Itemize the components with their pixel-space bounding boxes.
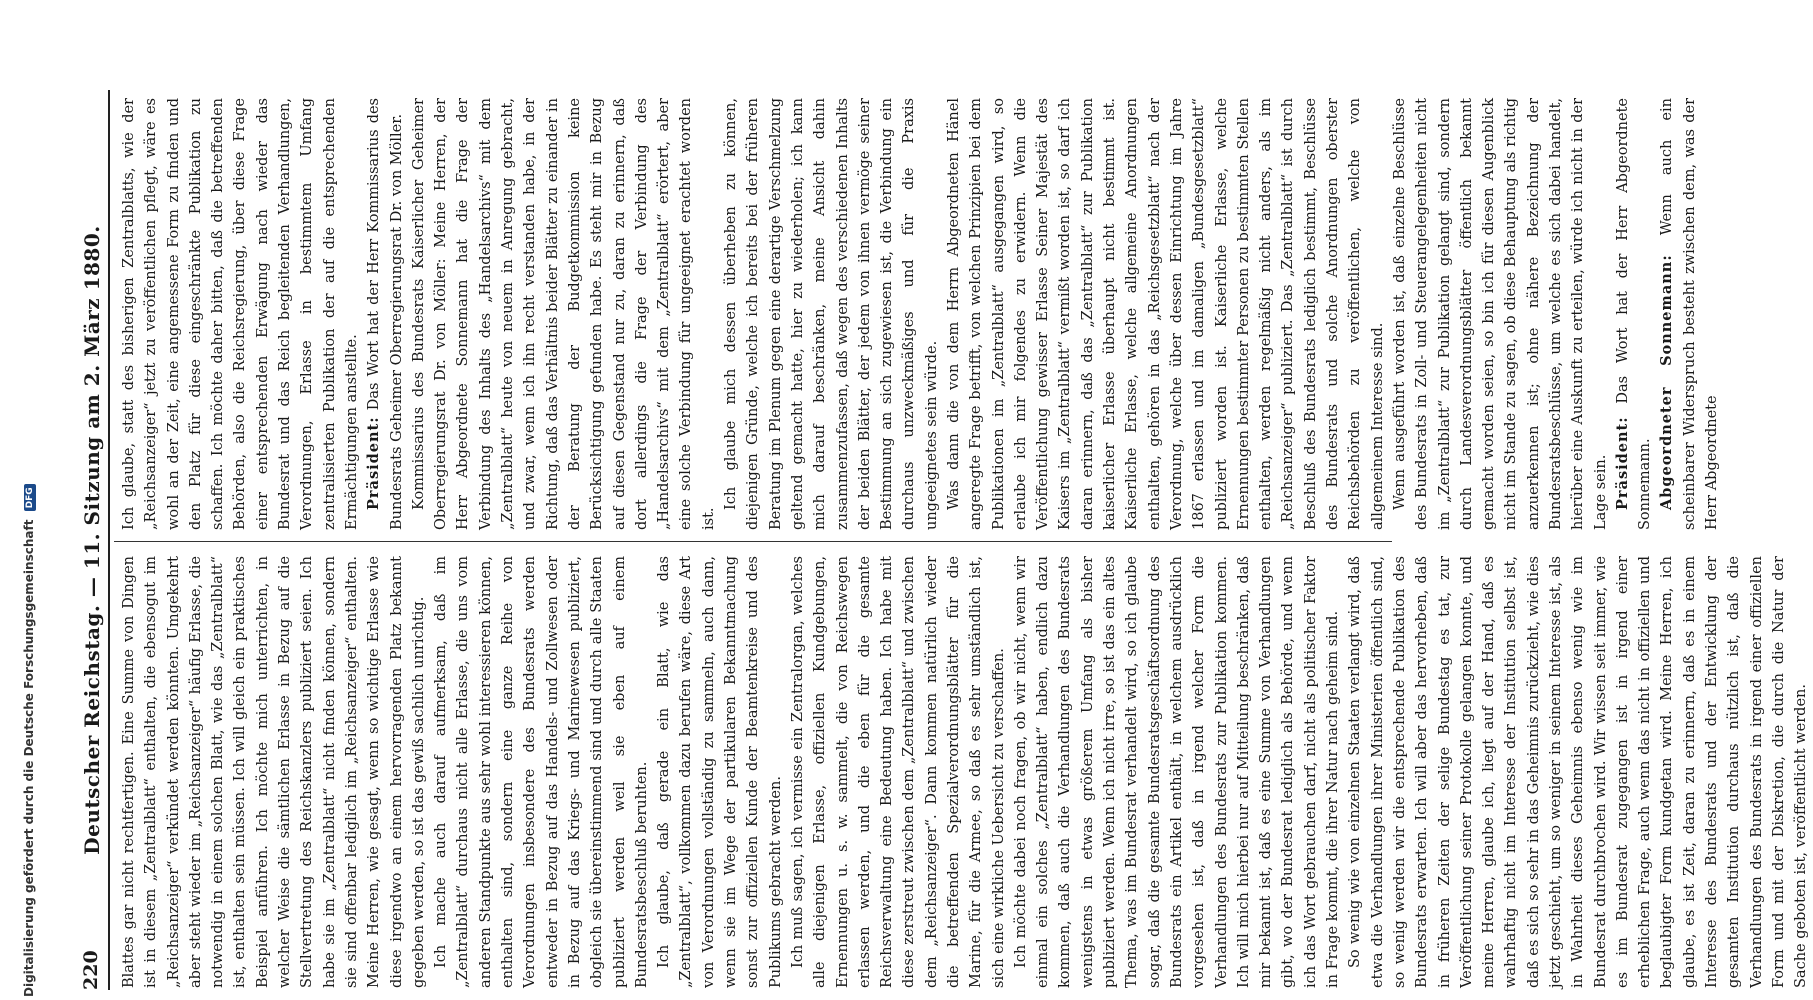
speaker-name: Präsident: — [1613, 416, 1631, 510]
paragraph: Kommissarius des Bundesrats Kaiserlicher Geheimer Oberregierungsrat Dr. von Möller: Meine Herren, der Herr Abgeordnete Sonnemann hat die Frage der Verbindung des Inhalts des „Handelsarchivs“ mit dem „Zentralblatt“ heute von neuem in Anregung gebracht, und zwar, wenn ich ihn recht verstanden habe, in der Richtung, daß das Verhältnis beider Blätter zu einander in der Beratung der Budgetkommission keine Berücksichtigung gefunden habe. Es steht mir in Bezug auf diesen Gegenstand nur zu, daran zu erinnern, daß dort allerdings die Frage der Verbindung des „Handelsarchivs“ mit dem „Zentralblatt“ erörtert, aber eine solche Verbindung für ungeeignet erachtet worden ist. — [410, 98, 717, 530]
paragraph: Ich muß sagen, ich vermisse ein Zentralorgan, welches alle diejenigen Erlasse, offiziellen Kundgebungen, Ernennungen u. s. w. sammelt, die von Reichswegen erlassen werden, und die eben für die gesamte Reichsverwaltung eine Bedeutung haben. Ich habe mit diese zerstreut zwischen dem „Zentralblatt“ und zwischen dem „Reichsanzeiger“. Dann kommen natürlich wieder die betreffenden Spezialverordnungsblätter für die Marine, für die Armee, so daß es sehr umständlich ist, sich eine wirkliche Uebersicht zu verschaffen. — [789, 556, 1007, 988]
speech-president-2 — [1612, 98, 1657, 530]
digitization-credit — [22, 357, 36, 997]
header-rule — [108, 90, 110, 990]
column-divider — [114, 541, 1392, 542]
credit-text: Digitalisierung gefördert durch die Deutsche Forschungsgemeinschaft — [22, 519, 36, 997]
paragraph: Was dann die von dem Herrn Abgeordneten Hänel angeregte Frage betrifft, von welchen Prinzipien bei dem Publikationen im „Zentralblatt“ ausgegangen wird, so erlaube ich mir folgendes zu erwidern. Wenn die Veröffentlichung gewisser Erlasse Seiner Majestät des Kaisers im „Zentralblatt“ vermißt worden ist, so darf ich daran erinnern, daß das „Zentralblatt“ zur Publikation kaiserlicher Erlasse überhaupt nicht bestimmt ist. Kaiserliche Erlasse, welche allgemeine Anordnungen enthalten, gehören in das „Reichsgesetzblatt“ nach der Verordnung, welche über dessen Einrichtung im Jahre 1867 erlassen und im damaligen „Bundesgesetzblatt“ publiziert worden ist. Kaiserliche Erlasse, welche Ernennungen bestimmter Personen zu bestimmten Stellen enthalten, werden regelmäßig nicht anders, als im „Reichsanzeiger“ publiziert. Das „Zentralblatt“ ist durch Beschluß des Bundesrats lediglich bestimmt, Beschlüsse des Bundesrats und solche Anordnungen oberster Reichsbehörden zu veröffentlichen, welche von allgemeinem Interesse sind. — [945, 98, 1386, 530]
speaker-name: Abgeordneter Sonnemann: — [1658, 254, 1676, 510]
right-column — [118, 97, 1721, 530]
paragraph: Wenn ausgeführt worden ist, daß einzelne Beschlüsse des Bundesrats in Zoll- und Steuerangelegenheiten nicht im „Zentralblatt“ zur Publikation gelangt sind, sondern durch Landesverordnungsblätter öffentlich bekannt gemacht worden seien, so bin ich für diesen Augenblick nicht im Stande zu sagen, ob diese Behauptung als richtig anzuerkennen ist; ohne nähere Bezeichnung der Bundesratsbeschlüsse, um welche es sich dabei handelt, hierüber eine Auskunft zu erteilen, würde ich nicht in der Lage sein. — [1391, 98, 1609, 530]
scanned-page — [62, 80, 1810, 1000]
speech-text: Wenn auch ein scheinbarer Widerspruch besteht zwischen dem, was der Herr Abgeordnete — [1659, 98, 1721, 530]
speaker-name: Präsident: — [365, 416, 383, 510]
paragraph: Ich glaube, statt des bisherigen Zentralblatts, wie der „Reichsanzeiger“ jetzt zu veröffentlichen pflegt, wäre es wohl an der Zeit, eine angemessene Form zu finden und den Platz für diese eingeschränkte Publikation zu schaffen. Ich möchte daher bitten, daß die betreffenden Behörden, also die Reichsregierung, über diese Frage einer entsprechenden Erwägung nach wieder das Bundesrat und das Reich begleitenden Verhandlungen, Verordnungen, Erlasse in bestimmtem Umfang zentralisierten Publikation der auf die entsprechenden Ermächtigungen anstellte. — [121, 98, 360, 530]
page-number: 220 — [80, 950, 102, 990]
speech-text: Das Wort hat der Herr Kommissarius des Bundesrats Geheimer Oberregierungsrat Dr. von Möller. — [366, 97, 405, 530]
page-title: Deutscher Reichstag. — 11. Sitzung am 2. März 1880. — [80, 225, 104, 855]
left-column — [118, 556, 1810, 988]
paragraph: Ich mache auch darauf aufmerksam, daß im „Zentralblatt“ durchaus nicht alle Erlasse, die uns vom anderen Standpunkte aus sehr wohl interessieren können, enthalten sind, sondern eine ganze Reihe von Verordnungen insbesondere des Bundesrats werden entweder in Bezug auf das Handels- und Zollwesen oder in Bezug auf das Kriegs- und Marinewesen publiziert, obgleich sie übereinstimmend sind und durch alle Staaten publiziert werden weil sie eben auf einem Bundesratsbeschluß beruhten. — [433, 556, 650, 988]
dfg-logo: DFG — [24, 484, 36, 511]
speech-text: Das Wort hat der Herr Abgeordnete Sonnemann. — [1614, 97, 1654, 530]
speech-president-1 — [363, 98, 408, 530]
paragraph: Ich glaube mich dessen überheben zu können, diejenigen Gründe, welche ich bereits bei der früheren Beratung im Plenum gegen eine derartige Verschmelzung geltend gemacht hatte, hier zu wiederholen; ich kann mich darauf beschränken, meine Ansicht dahin zusammenzufassen, daß wegen des verschiedenen Inhalts der beiden Blätter, der jedem von ihnen vermöge seiner Bestimmung an sich zugewiesen ist, die Verbindung ein durchaus unzweckmäßiges und für die Praxis ungeeignetes sein würde. — [723, 98, 940, 530]
paragraph: Ich glaube, daß gerade ein Blatt, wie das „Zentralblatt“, vollkommen dazu berufen wäre, diese Art von Verordnungen vollständig zu sammeln, auch dann, wenn sie im Wege der partikularen Bekanntmachung sonst zur offiziellen Kunde der Beamtenkreise und des Publikums gebracht werden. — [656, 556, 784, 988]
paragraph: Ich möchte dabei noch fragen, ob wir nicht, wenn wir einmal ein solches „Zentralblatt“ haben, endlich dazu kommen, daß auch die Verhandlungen des Bundesrats wenigstens in etwas größerem Umfang als bisher publiziert werden. Wenn ich nicht irre, so ist das ein altes Thema, was im Bundesrat verhandelt wird, so ich glaube sogar, daß die gesamte Bundesratsgeschäftsordnung des Bundesrats ein Artikel enthält, in welchem ausdrücklich vorgesehen ist, daß in irgend welcher Form die Verhandlungen des Bundesrats zur Publikation kommen. Ich will mich hierbei nur auf Mitteilung beschränken, daß mir bekannt ist, daß es eine Summe von Verhandlungen gibt, wo der Bundesrat lediglich als Behörde, und wenn ich das Wort gebrauchen darf, nicht als politischer Faktor in Frage kommt, die ihrer Natur nach geheim sind. — [1012, 556, 1342, 988]
speech-sonnemann — [1656, 98, 1723, 530]
paragraph: So wenig wie von einzelnen Staaten verlangt wird, daß etwa die Verhandlungen ihrer Ministerien öffentlich sind, so wenig werden wir die entsprechende Publikation des Bundesrats erwarten. Ich will aber das hervorheben, daß in früheren Zeiten der selige Bundestag es tat, zur Veröffentlichung seiner Protokolle gelangen konnte, und meine Herren, glaube ich, liegt auf der Hand, daß es wahrhaftig nicht im Interesse der Institution selbst ist, daß es sich so sehr in das Geheimnis zurückzieht, wie dies jetzt geschieht, um so weniger in seinem Interesse ist, als in Wahrheit dieses Geheimnis ebenso wenig wie im Bundesrat durchbrochen wird. Wir wissen seit immer, wie es im Bundesrat zugegangen ist in irgend einer erheblichen Frage, auch wenn das nicht in offiziellen und beglaubigter Form kundgetan wird. Meine Herren, ich glaube, es ist Zeit, daran zu erinnern, daß es in einem Interesse des Bundesrats und der Entwicklung der gesamten Institution durchaus nützlich ist, daß die Verhandlungen des Bundesrats in irgend einer offiziellen Form und mit der Diskretion, die durch die Natur der Sache geboten ist, veröffentlicht werden. — [1347, 556, 1810, 988]
paragraph: Blattes gar nicht rechtfertigen. Eine Summe von Dingen ist in diesem „Zentralblatt“ enthalten, die ebensogut im „Reichsanzeiger“ verkündet werden könnten. Umgekehrt aber steht wieder im „Reichsanzeiger“ häufig Erlasse, die notwendig in einem solchen Blatt, wie das „Zentralblatt“ ist, enthalten sein müssen. Ich will gleich ein praktisches Beispiel anführen. Ich möchte mich unterrichten, in welcher Weise die sämtlichen Erlasse in Bezug auf die Stellvertretung des Reichskanzlers publiziert seien. Ich habe sie im „Zentralblatt“ nicht finden können, sondern sie sind offenbar lediglich im „Reichsanzeiger“ enthalten. Meine Herren, wie gesagt, wenn so wichtige Erlasse wie diese irgendwo an einem hervorragenden Platz bekannt gegeben werden, so ist das gewiß sachlich unrichtig. — [121, 556, 427, 988]
